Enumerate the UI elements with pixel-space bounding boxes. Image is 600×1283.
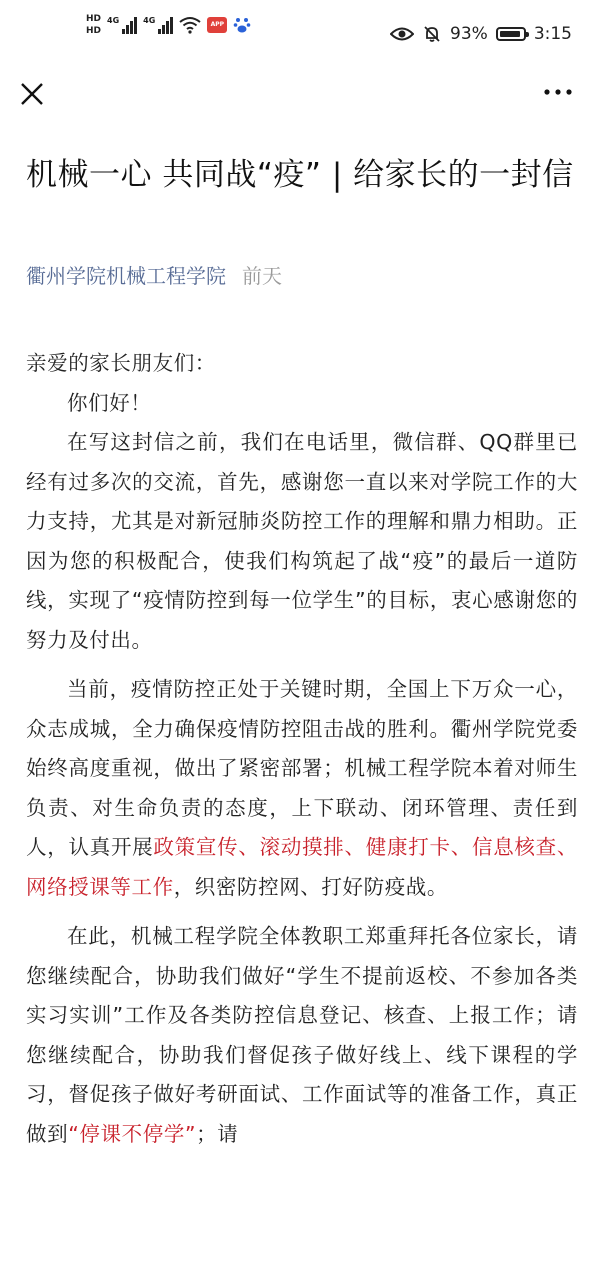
greeting: 亲爱的家长朋友们： (26, 351, 216, 375)
wifi-icon (179, 16, 201, 34)
close-button[interactable] (16, 78, 48, 110)
battery-percent: 93% (450, 24, 488, 44)
hello-line: 你们好！ (67, 390, 152, 415)
paragraph-2-text-b: ，织密防控网、打好防疫战。 (173, 874, 449, 899)
signal-icon-1 (107, 16, 137, 34)
top-nav (0, 70, 600, 120)
battery-icon (496, 27, 526, 41)
paragraph-2 (26, 670, 578, 907)
close-icon (16, 78, 48, 110)
status-right (390, 24, 572, 44)
article-title: 机械一心 共同战“疫” | 给家长的一封信 (26, 157, 574, 193)
signal-icon-2 (143, 16, 173, 34)
hd-indicator-1: HD (86, 14, 102, 24)
paragraph-3-text-a: 在此，机械工程学院全体教职工郑重拜托各位家长，请您继续配合，协助我们做好“学生不提前返校、不参加各类实习实训”工作及各类防控信息登记、核查、上报工作；请您继续配合，协助我们督促孩子做好线上、线下课程的学习，督促孩子做好考研面试、工作面试等的准备工作，真正做到 (26, 924, 578, 1146)
paragraph-3-text-b: ；请 (196, 1121, 239, 1146)
eye-icon (390, 26, 414, 42)
paragraph-2-text-a: 当前，疫情防控正处于关键时期，全国上下万众一心，众志成城，全力确保疫情防控阻击战的胜利。衢州学院党委始终高度重视，做出了紧密部署；机械工程学院本着对师生负责、对生命负责的态度，上下联动、闭环管理、责任到人，认真开展 (26, 677, 578, 859)
paragraph-3-highlight: “停课不停学” (68, 1121, 197, 1146)
app-notification-icon: APP (207, 17, 227, 33)
hd-indicators (86, 14, 101, 36)
more-button[interactable] (542, 80, 574, 104)
clock-time: 3:15 (533, 24, 572, 44)
status-bar (0, 0, 600, 70)
baidu-paw-icon (233, 16, 251, 34)
author-link[interactable]: 衢州学院机械工程学院 (26, 264, 226, 288)
battery-fill (500, 31, 520, 37)
paragraph-3 (26, 917, 578, 1154)
network-label-1: 4G (107, 16, 120, 25)
hd-indicator-2: HD (86, 26, 102, 36)
paragraph-2-highlight: 政策宣传、滚动摸排、健康打卡、信息核查、网络授课等工作 (26, 835, 578, 899)
mute-bell-icon (422, 24, 442, 44)
publish-date: 前天 (242, 264, 282, 288)
network-label-2: 4G (143, 16, 156, 25)
more-icon (542, 80, 574, 104)
paragraph-1: 在写这封信之前，我们在电话里，微信群、QQ群里已经有过多次的交流，首先，感谢您一直以来对学院工作的大力支持，尤其是对新冠肺炎防控工作的理解和鼎力相助。正因为您的积极配合，使我们构筑起了战“疫”的最后一道防线，实现了“疫情防控到每一位学生”的目标，衷心感谢您的努力及付出。 (26, 430, 578, 652)
status-left (86, 14, 251, 36)
article-body (26, 344, 578, 1154)
article-meta (26, 260, 282, 289)
